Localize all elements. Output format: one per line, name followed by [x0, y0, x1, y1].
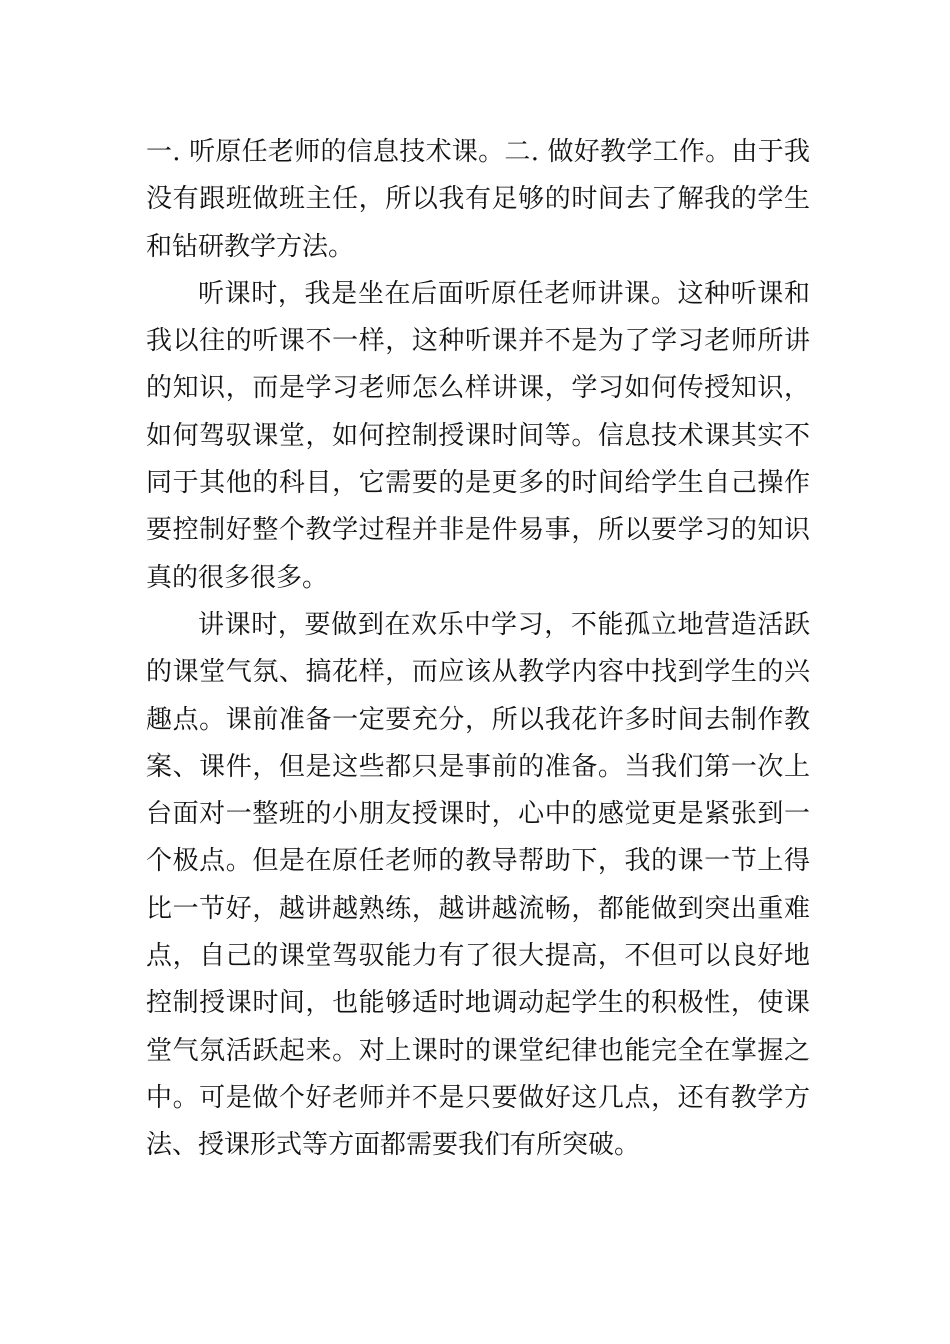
text-line: 如何驾驭课堂，如何控制授课时间等。信息技术课其实不 — [146, 420, 810, 451]
text-line: 比一节好，越讲越熟练，越讲越流畅，都能做到突出重难 — [146, 893, 810, 924]
text-line: 一. 听原任老师的信息技术课。二. 做好教学工作。由于我 — [146, 137, 810, 167]
text-line: 趣点。课前准备一定要充分，所以我花许多时间去制作教 — [146, 704, 810, 735]
text-line: 中。可是做个好老师并不是只要做好这几点，还有教学方 — [146, 1082, 810, 1113]
text-line: 和钻研教学方法。 — [146, 231, 355, 262]
text-line: 堂气氛活跃起来。对上课时的课堂纪律也能完全在掌握之 — [146, 1035, 810, 1066]
paragraph-1 — [146, 129, 810, 271]
text-line: 法、授课形式等方面都需要我们有所突破。 — [146, 1130, 641, 1161]
body-text — [146, 129, 810, 1170]
text-line: 的知识，而是学习老师怎么样讲课，学习如何传授知识， — [146, 373, 810, 404]
paragraph-3 — [146, 602, 810, 1170]
text-line: 点，自己的课堂驾驭能力有了很大提高，不但可以良好地 — [146, 941, 810, 972]
text-line: 要控制好整个教学过程并非是件易事，所以要学习的知识 — [146, 515, 810, 546]
text-line: 我以往的听课不一样，这种听课并不是为了学习老师所讲 — [146, 326, 810, 357]
paragraph-2 — [146, 271, 810, 602]
text-line: 个极点。但是在原任老师的教导帮助下，我的课一节上得 — [146, 846, 810, 877]
text-line: 听课时，我是坐在后面听原任老师讲课。这种听课和 — [198, 278, 810, 309]
text-line: 案、课件，但是这些都只是事前的准备。当我们第一次上 — [146, 751, 810, 782]
text-line: 的课堂气氛、搞花样，而应该从教学内容中找到学生的兴 — [146, 657, 810, 688]
text-line: 讲课时，要做到在欢乐中学习，不能孤立地营造活跃 — [198, 609, 810, 640]
text-line: 台面对一整班的小朋友授课时，心中的感觉更是紧张到一 — [146, 799, 810, 830]
text-line: 控制授课时间，也能够适时地调动起学生的积极性，使课 — [146, 988, 810, 1019]
text-line: 真的很多很多。 — [146, 562, 329, 593]
text-line: 没有跟班做班主任，所以我有足够的时间去了解我的学生 — [146, 184, 810, 215]
text-line: 同于其他的科目，它需要的是更多的时间给学生自己操作 — [146, 468, 810, 499]
